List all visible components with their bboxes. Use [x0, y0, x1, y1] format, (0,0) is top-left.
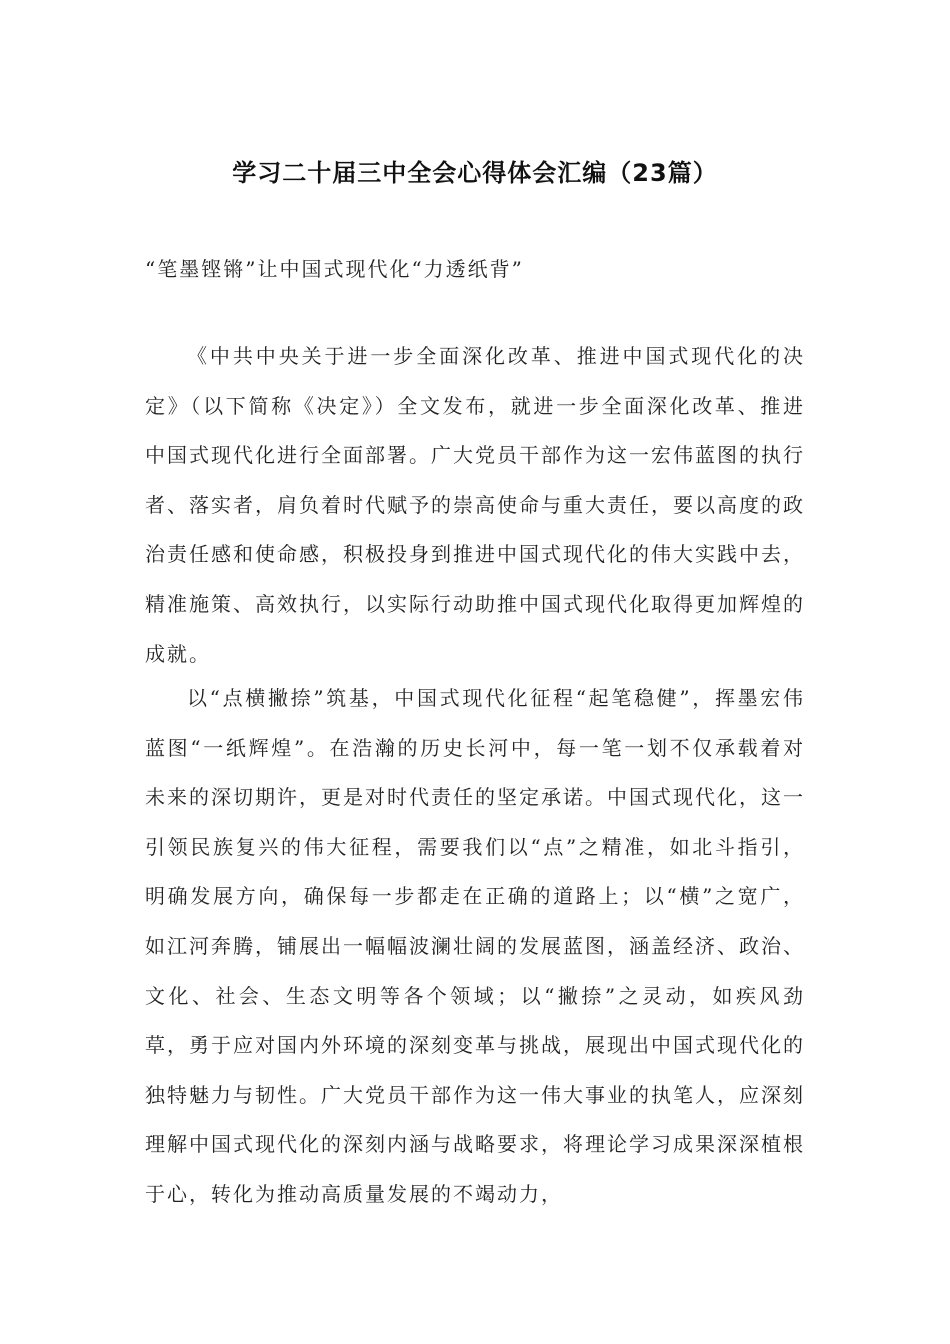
body-paragraph-1: 《中共中央关于进一步全面深化改革、推进中国式现代化的决定》（以下简称《决定》）全文发布，就进一步全面深化改革、推进中国式现代化进行全面部署。广大党员干部作为这一宏伟蓝图的执行者、落实者，肩负着时代赋予的崇高使命与重大责任，要以高度的政治责任感和使命感，积极投身到推进中国式现代化的伟大实践中去，精准施策、高效执行，以实际行动助推中国式现代化取得更加辉煌的成就。	[145, 344, 805, 666]
body-paragraph-2: 以“点横撇捺”筑基，中国式现代化征程“起笔稳健”，挥墨宏伟蓝图“一纸辉煌”。在浩瀚的历史长河中，每一笔一划不仅承载着对未来的深切期许，更是对时代责任的坚定承诺。中国式现代化，这一引领民族复兴的伟大征程，需要我们以“点”之精准，如北斗指引，明确发展方向，确保每一步都走在正确的道路上；以“横”之宽广，如江河奔腾，铺展出一幅幅波澜壮阔的发展蓝图，涵盖经济、政治、文化、社会、生态文明等各个领域；以“撇捺”之灵动，如疾风劲草，勇于应对国内外环境的深刻变革与挑战，展现出中国式现代化的独特魅力与韧性。广大党员干部作为这一伟大事业的执笔人，应深刻理解中国式现代化的深刻内涵与战略要求，将理论学习成果深深植根于心，转化为推动高质量发展的不竭动力，	[145, 686, 805, 1206]
document-title: 学习二十届三中全会心得体会汇编（23篇）	[232, 159, 718, 187]
article-heading: “笔墨铿锵”让中国式现代化“力透纸背”	[145, 257, 524, 281]
